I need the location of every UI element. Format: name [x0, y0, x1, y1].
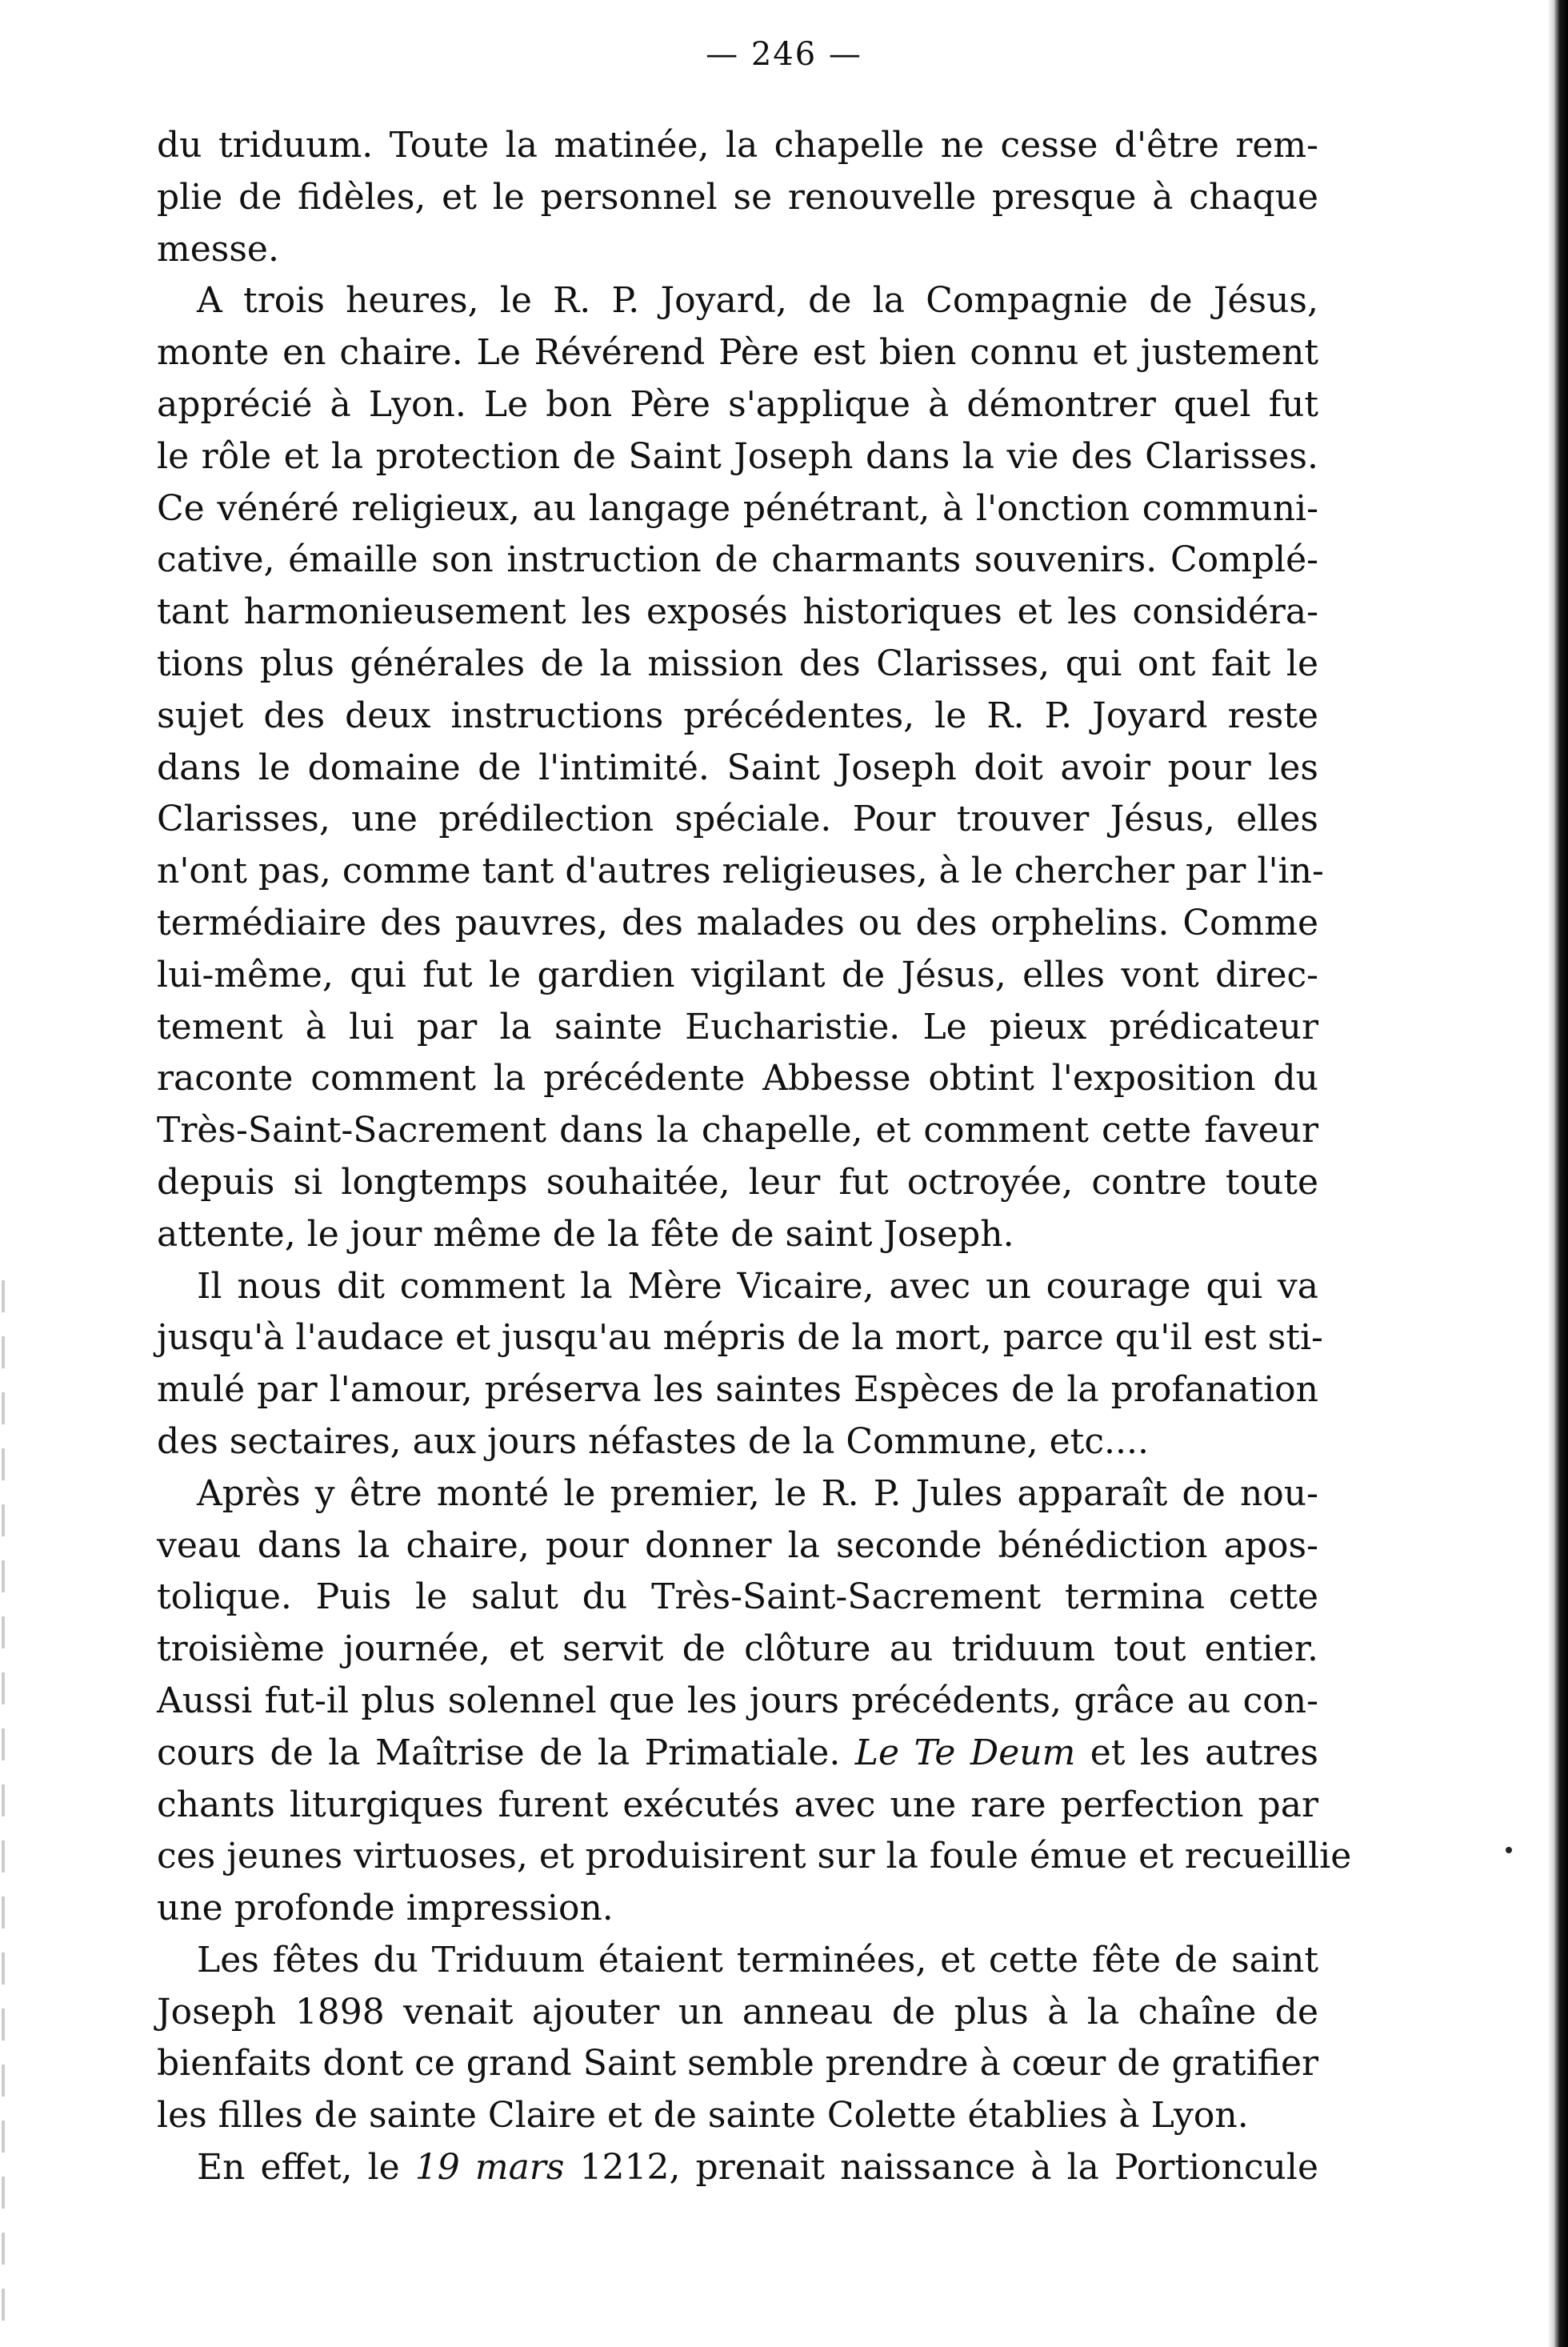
text-line: du triduum. Toute la matinée, la chapelle ne cesse d'être rem-: [157, 125, 1318, 166]
text-line: attente, le jour même de la fête de saint Joseph.: [157, 1213, 1014, 1255]
text-line: termédiaire des pauvres, des malades ou des orphelins. Comme: [157, 902, 1318, 943]
italic-date: 19 mars: [414, 2147, 565, 2189]
text-segment: 1212, prenait naissance à la Portioncule: [579, 2147, 1318, 2189]
page-edge-shadow: [1547, 0, 1568, 2347]
text-line: [157, 1728, 1318, 1780]
text-line: Ce vénéré religieux, au langage pénétrant, à l'onction communi-: [157, 487, 1318, 529]
text-line: ces jeunes virtuoses, et produisirent sur la foule émue et recueillie: [157, 1836, 1352, 1877]
text-line: une profonde impression.: [157, 1888, 614, 1929]
text-line: jusqu'à l'audace et jusqu'au mépris de la mort, parce qu'il est sti-: [157, 1317, 1323, 1359]
text-segment: et les autres: [1090, 1732, 1318, 1773]
text-segment: cours de la Maîtrise de la Primatiale.: [157, 1732, 841, 1773]
text-line: A trois heures, le R. P. Joyard, de la Compagnie de Jésus,: [197, 280, 1318, 322]
text-line: [157, 2142, 1318, 2194]
text-line: tolique. Puis le salut du Très-Saint-Sacrement termina cette: [157, 1576, 1318, 1618]
text-line: apprécié à Lyon. Le bon Père s'applique à démontrer quel fut: [157, 383, 1318, 425]
text-line: tement à lui par la sainte Eucharistie. Le pieux prédicateur: [157, 1006, 1318, 1047]
text-line: Après y être monté le premier, le R. P. Jules apparaît de nou-: [197, 1472, 1318, 1514]
page-number: — 246 —: [706, 36, 862, 73]
text-line: n'ont pas, comme tant d'autres religieuses, à le chercher par l'in-: [157, 851, 1324, 892]
text-line: veau dans la chaire, pour donner la seconde bénédiction apos-: [157, 1524, 1318, 1566]
text-line: Les fêtes du Triduum étaient terminées, et cette fête de saint: [197, 1939, 1318, 1981]
body-text: [157, 120, 1352, 2194]
italic-title: Le Te Deum: [854, 1732, 1076, 1773]
text-line: chants liturgiques furent exécutés avec une rare perfection par: [157, 1784, 1318, 1825]
text-segment: En effet, le: [197, 2147, 400, 2189]
page-edge-scratch: [2, 1280, 5, 2321]
text-line: dans le domaine de l'intimité. Saint Joseph doit avoir pour les: [157, 747, 1318, 788]
text-line: Clarisses, une prédilection spéciale. Pour trouver Jésus, elles: [157, 799, 1318, 840]
text-line: les filles de sainte Claire et de sainte Colette établies à Lyon.: [157, 2095, 1249, 2137]
ink-speck: [1506, 1847, 1512, 1853]
text-line: raconte comment la précédente Abbesse obtint l'exposition du: [157, 1058, 1318, 1099]
text-line: bienfaits dont ce grand Saint semble prendre à cœur de gratifier: [157, 2043, 1319, 2085]
text-line: troisième journée, et servit de clôture au triduum tout entier.: [157, 1628, 1318, 1670]
text-line: depuis si longtemps souhaitée, leur fut octroyée, contre toute: [157, 1161, 1318, 1203]
text-line: plie de fidèles, et le personnel se renouvelle presque à chaque: [157, 176, 1318, 218]
text-line: monte en chaire. Le Révérend Père est bien connu et justement: [157, 332, 1318, 374]
text-line: tions plus générales de la mission des Clarisses, qui ont fait le: [157, 643, 1318, 684]
text-line: messe.: [157, 228, 279, 270]
text-line: sujet des deux instructions précédentes, le R. P. Joyard reste: [157, 695, 1318, 736]
text-line: mulé par l'amour, préserva les saintes Espèces de la profanation: [157, 1369, 1318, 1411]
text-line: tant harmonieusement les exposés historiques et les considéra-: [157, 591, 1318, 633]
text-line: Il nous dit comment la Mère Vicaire, avec un courage qui va: [197, 1265, 1318, 1307]
text-line: des sectaires, aux jours néfastes de la Commune, etc....: [157, 1420, 1149, 1462]
text-line: cative, émaille son instruction de charmants souvenirs. Complé-: [157, 539, 1318, 581]
text-line: le rôle et la protection de Saint Joseph dans la vie des Clarisses.: [157, 435, 1318, 477]
text-line: Très-Saint-Sacrement dans la chapelle, et comment cette faveur: [157, 1110, 1318, 1151]
text-line: lui-même, qui fut le gardien vigilant de Jésus, elles vont direc-: [157, 954, 1318, 995]
text-line: Aussi fut-il plus solennel que les jours précédents, grâce au con-: [157, 1680, 1318, 1721]
text-line: Joseph 1898 venait ajouter un anneau de plus à la chaîne de: [157, 1991, 1318, 2033]
